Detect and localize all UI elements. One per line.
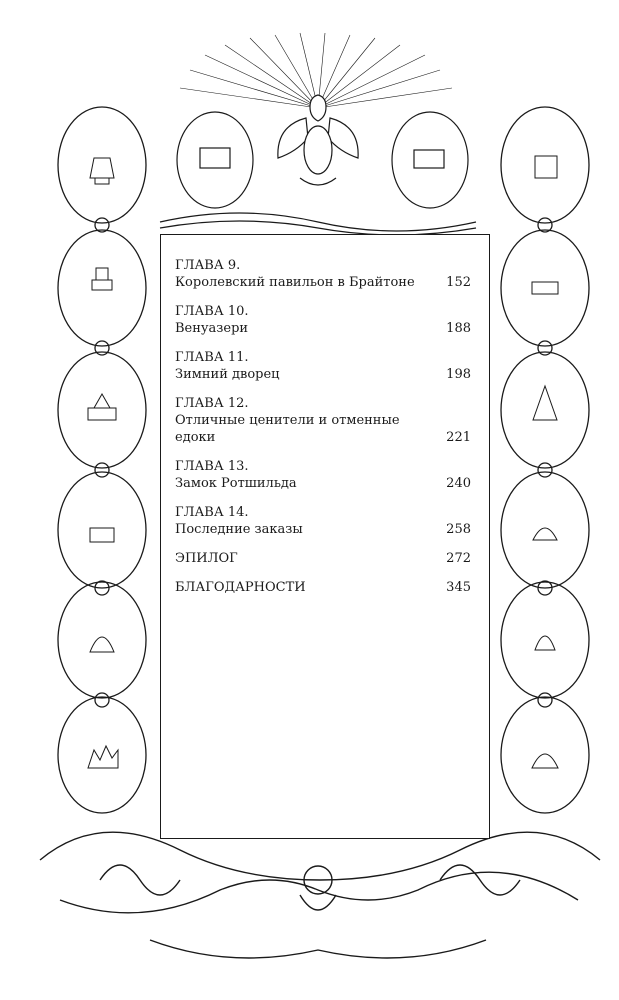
contents-panel: [160, 234, 490, 839]
chapter-label: ГЛАВА 10.: [175, 304, 249, 319]
contents-entry[interactable]: [175, 395, 471, 446]
page-number: 272: [446, 551, 471, 566]
page-number: 345: [446, 580, 471, 595]
contents-list: [175, 257, 471, 608]
contents-entry[interactable]: [175, 458, 471, 492]
bottom-scroll-ornament: [40, 832, 600, 958]
right-wreath-column: [501, 107, 589, 813]
contents-entry[interactable]: [175, 550, 471, 567]
chapter-label: ГЛАВА 12.: [175, 396, 249, 411]
section-title: БЛАГОДАРНОСТИ: [175, 580, 306, 595]
page-number: 240: [446, 476, 471, 491]
section-title: ЭПИЛОГ: [175, 551, 238, 566]
page-number: 198: [446, 367, 471, 382]
chapter-title: Отличные ценители и отменные едоки: [175, 413, 400, 445]
chapter-title: Замок Ротшильда: [175, 476, 297, 491]
contents-entry[interactable]: [175, 579, 471, 596]
contents-entry[interactable]: [175, 349, 471, 383]
chapter-title: Зимний дворец: [175, 367, 280, 382]
left-wreath-column: [58, 107, 146, 813]
page-number: 188: [446, 321, 471, 336]
chapter-label: ГЛАВА 11.: [175, 350, 249, 365]
chapter-title: Венуазери: [175, 321, 249, 336]
chapter-label: ГЛАВА 9.: [175, 258, 241, 273]
chapter-title: Королевский павильон в Брайтоне: [175, 275, 415, 290]
page-number: 221: [446, 430, 471, 445]
chapter-label: ГЛАВА 14.: [175, 505, 249, 520]
contents-entry[interactable]: [175, 504, 471, 538]
page-number: 152: [446, 275, 471, 290]
contents-entry[interactable]: [175, 257, 471, 291]
eagle-emblem: [278, 95, 358, 185]
chapter-title: Последние заказы: [175, 522, 303, 537]
contents-entry[interactable]: [175, 303, 471, 337]
chapter-label: ГЛАВА 13.: [175, 459, 249, 474]
page-number: 258: [446, 522, 471, 537]
